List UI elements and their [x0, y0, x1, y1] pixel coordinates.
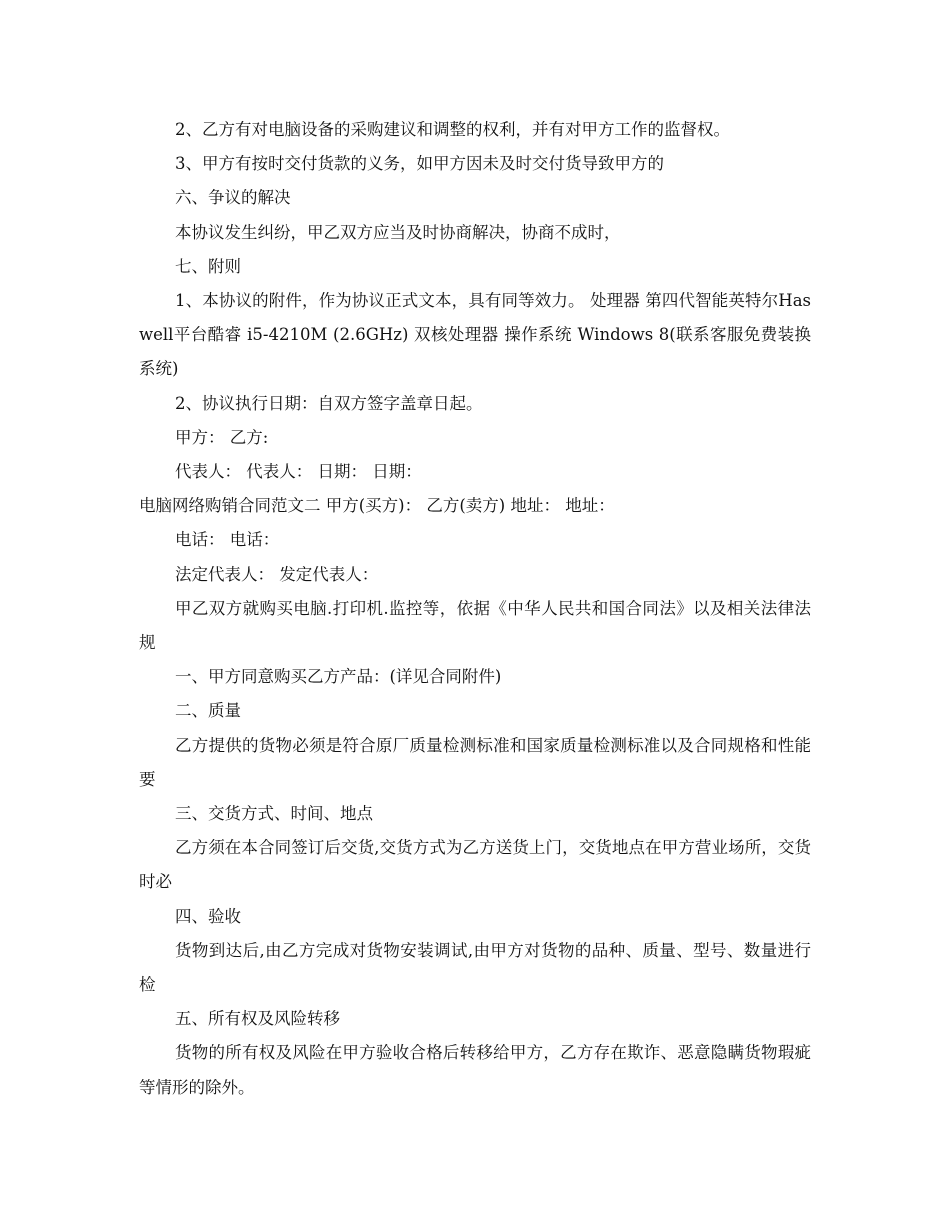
section-heading-dispute: 六、争议的解决	[175, 188, 291, 208]
paragraph-purchase-basis: 甲乙双方就购买电脑.打印机.监控等，依据《中华人民共和国合同法》以及相关法律法规	[139, 598, 811, 653]
signature-representatives: 代表人： 代表人： 日期： 日期：	[175, 462, 422, 482]
paragraph-party-a-payment: 3、甲方有按时交付货款的义务，如甲方因未及时交付货导致甲方的	[175, 154, 664, 174]
contract-legal-representative: 法定代表人： 发定代表人：	[175, 564, 379, 584]
section-heading-quality: 二、质量	[175, 701, 241, 721]
section-heading-purchase: 一、甲方同意购买乙方产品：(详见合同附件)	[175, 667, 502, 687]
paragraph-party-b-rights: 2、乙方有对电脑设备的采购建议和调整的权利，并有对甲方工作的监督权。	[175, 120, 730, 139]
contract-phone: 电话： 电话：	[175, 530, 280, 550]
section-heading-supplementary: 七、附则	[175, 256, 241, 276]
contract-two-title: 电脑网络购销合同范文二 甲方(买方)： 乙方(卖方) 地址： 地址：	[139, 496, 615, 516]
paragraph-attachment-specs: 1、本协议的附件，作为协议正式文本，具有同等效力。 处理器 第四代智能英特尔Haswell平台酷睿 i5-4210M (2.6GHz) 双核处理器 操作系统 Windows 8(联系客服免费装换系统)	[139, 291, 811, 379]
paragraph-dispute: 本协议发生纠纷，甲乙双方应当及时协商解决，协商不成时，	[175, 222, 621, 242]
section-heading-delivery: 三、交货方式、时间、地点	[175, 804, 373, 824]
section-heading-ownership: 五、所有权及风险转移	[175, 1009, 340, 1029]
signature-parties: 甲方： 乙方:	[175, 427, 269, 447]
paragraph-acceptance: 货物到达后,由乙方完成对货物安装调试,由甲方对货物的品种、质量、型号、数量进行检	[139, 940, 811, 995]
paragraph-effective-date: 2、协议执行日期：自双方签字盖章日起。	[175, 393, 483, 413]
section-heading-acceptance: 四、验收	[175, 906, 241, 926]
paragraph-quality: 乙方提供的货物必须是符合原厂质量检测标准和国家质量检测标准以及合同规格和性能要	[139, 735, 811, 789]
paragraph-delivery: 乙方须在本合同签订后交货,交货方式为乙方送货上门，交货地点在甲方营业场所，交货时必	[139, 838, 811, 892]
document-body	[139, 113, 811, 1105]
paragraph-ownership: 货物的所有权及风险在甲方验收合格后转移给甲方，乙方存在欺诈、恶意隐瞒货物瑕疵等情形的除外。	[139, 1043, 811, 1097]
